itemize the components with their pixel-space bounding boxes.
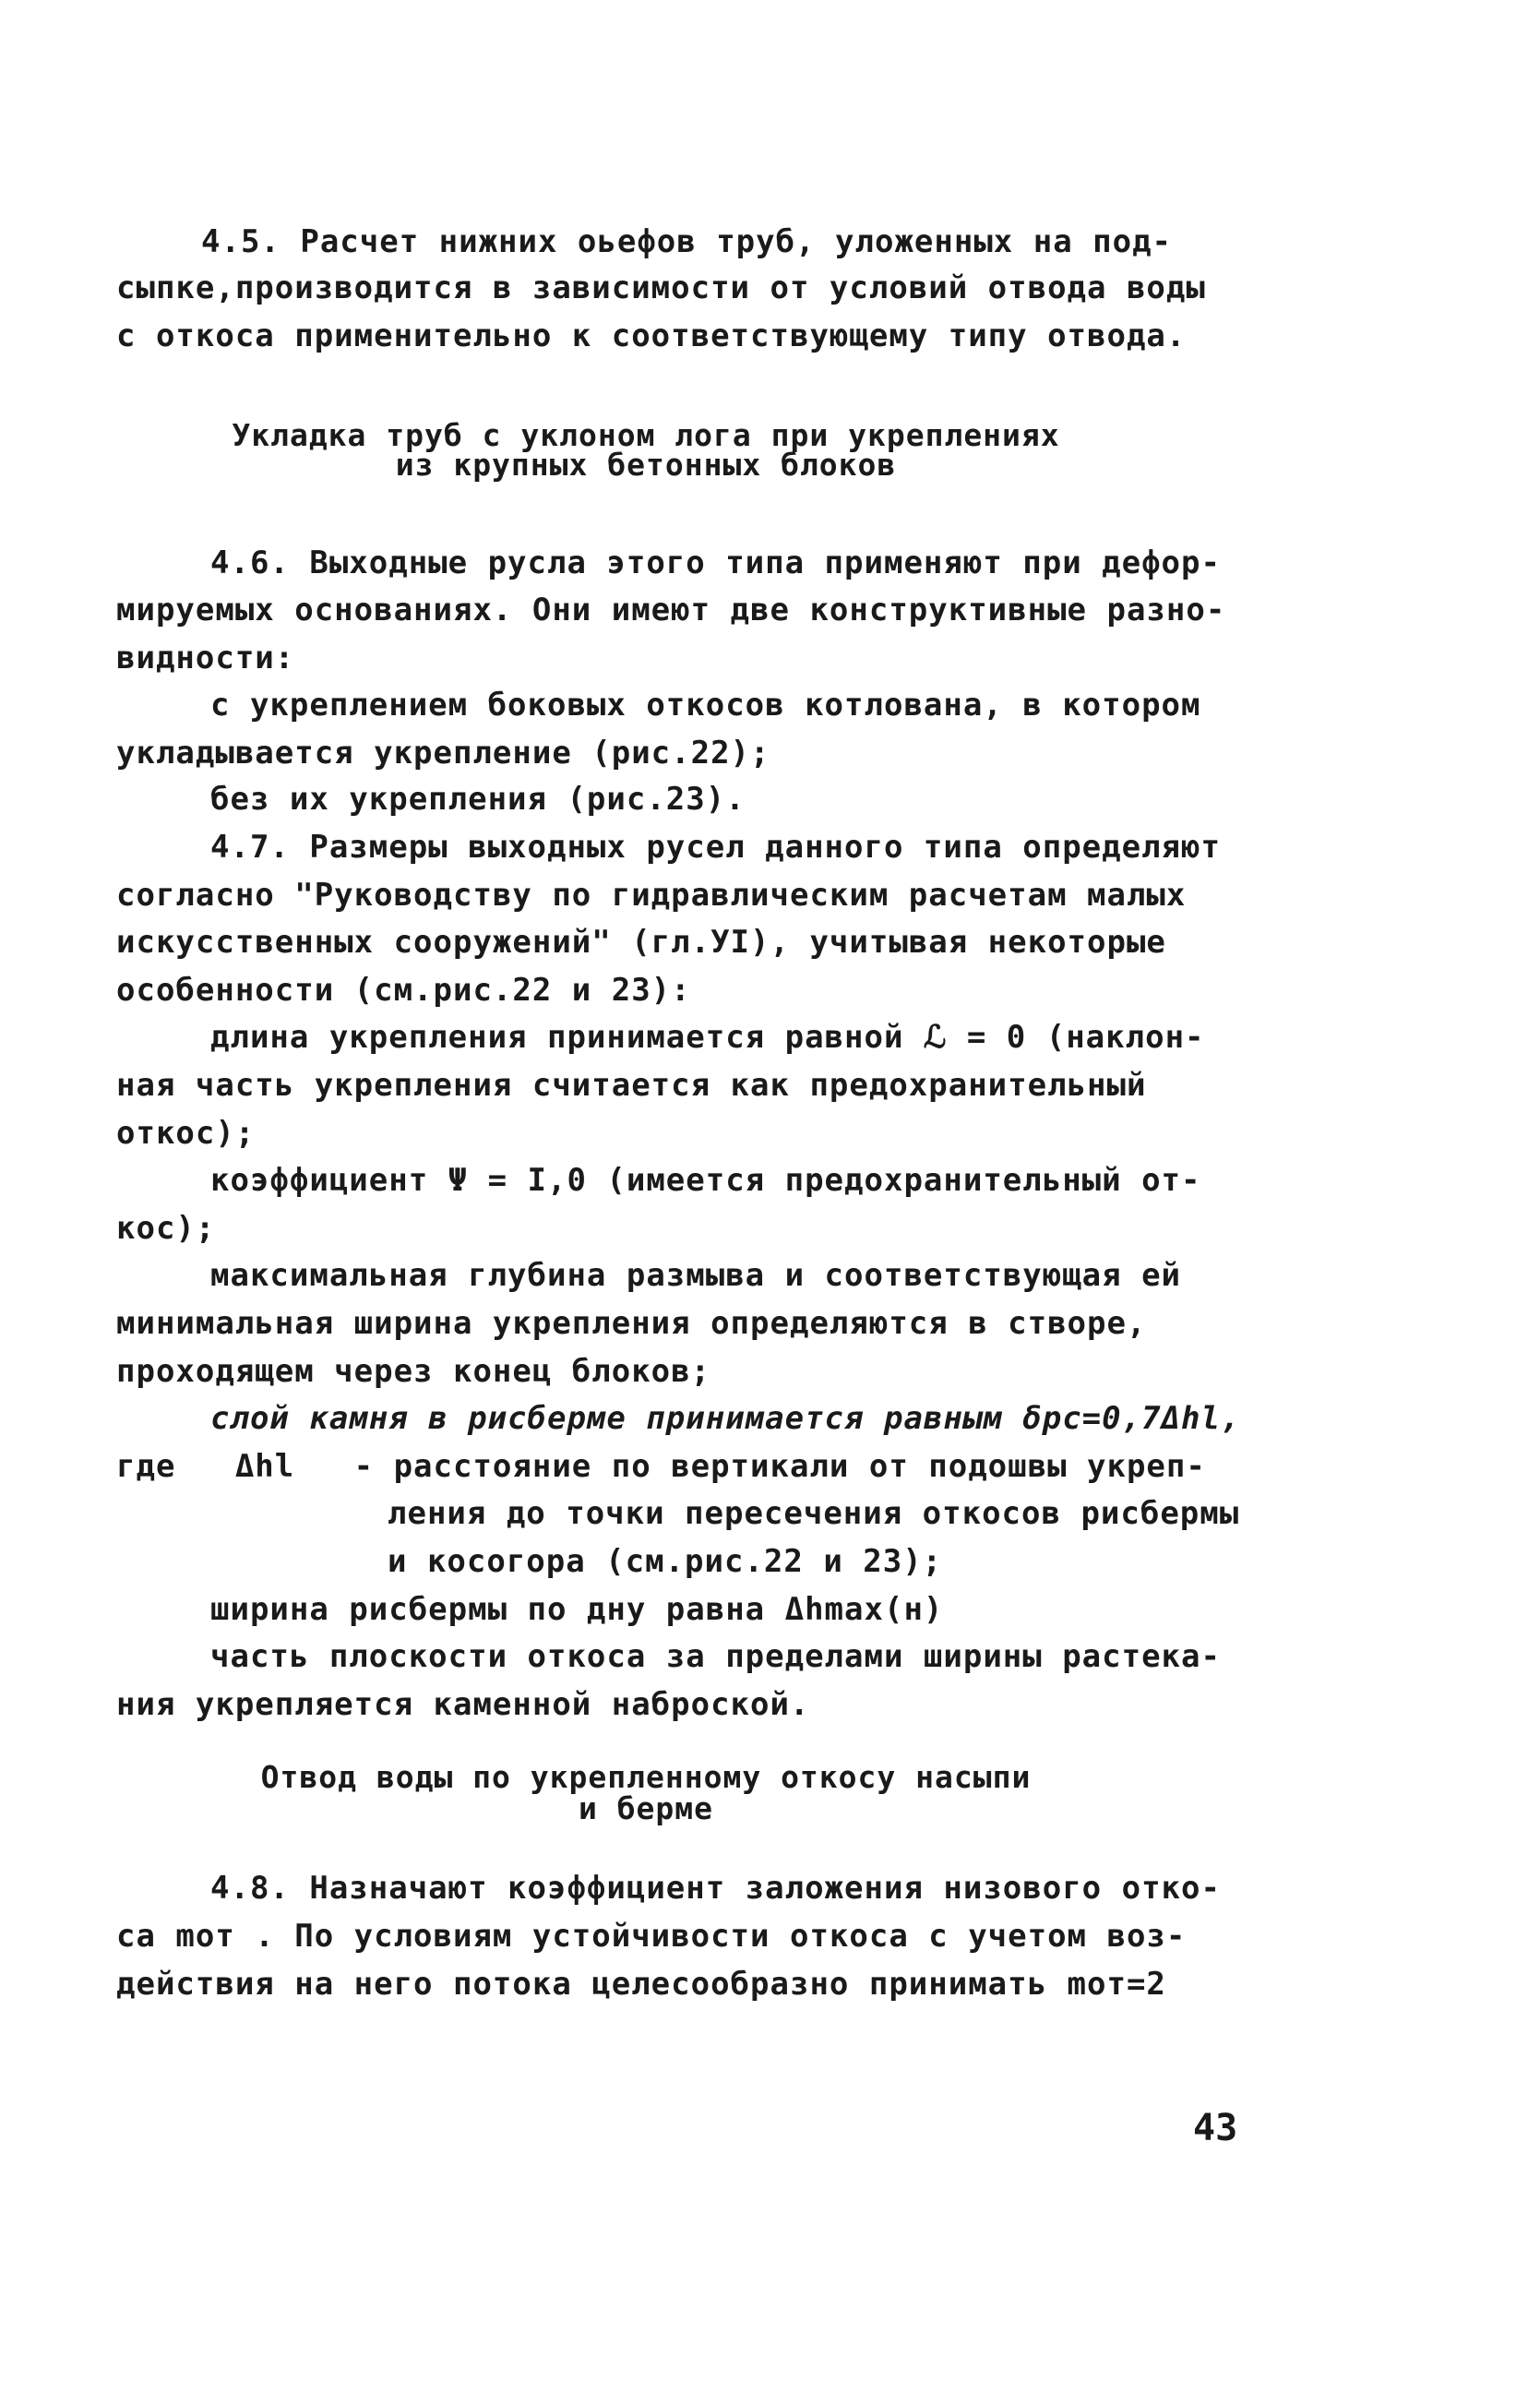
text-line: 4.6. Выходные русла этого типа применяют при дефор-: [210, 544, 1221, 581]
text-line: слой камня в рисберме принимается равным δрс=0,7Δhl,: [210, 1400, 1241, 1437]
text-line: мируемых основаниях. Они имеют две конструктивные разно-: [116, 592, 1226, 628]
section-heading: и берме: [578, 1790, 714, 1826]
text-line: без их укрепления (рис.23).: [210, 781, 746, 818]
text-line: действия на него потока целесообразно принимать mот=2: [116, 1966, 1166, 2003]
text-line: длина укрепления принимается равной ℒ = 0 (наклон-: [210, 1019, 1205, 1056]
page-number: 43: [1193, 2107, 1238, 2149]
text-line: откос);: [116, 1115, 256, 1152]
section-heading: Отвод воды по укрепленному откосу насыпи: [260, 1759, 1032, 1795]
text-line: где Δhl - расстояние по вертикали от подошвы укреп-: [116, 1448, 1206, 1485]
text-line: 4.5. Расчет нижних оьефов труб, уложенных на под-: [201, 223, 1173, 260]
text-line: минимальная ширина укрепления определяются в створе,: [116, 1305, 1147, 1342]
text-line: сыпке,производится в зависимости от условий отвода воды: [116, 269, 1206, 306]
text-line: укладывается укрепление (рис.22);: [116, 735, 770, 772]
text-line: ширина рисбермы по дну равна Δhmax(н): [210, 1591, 944, 1628]
text-line: 4.7. Размеры выходных русел данного типа определяют: [210, 829, 1221, 866]
text-line: максимальная глубина размыва и соответствующая ей: [210, 1257, 1182, 1294]
text-line: особенности (см.рис.22 и 23):: [116, 972, 691, 1009]
text-line: с откоса применительно к соответствующему типу отвода.: [116, 317, 1187, 354]
text-line: ления до точки пересечения откосов рисбермы: [388, 1495, 1240, 1532]
text-line: 4.8. Назначают коэффициент заложения низового отко-: [210, 1870, 1221, 1907]
text-line: кос);: [116, 1210, 216, 1247]
section-heading: Укладка труб с уклоном лога при укреплениях: [232, 417, 1060, 453]
text-line: с укреплением боковых откосов котлована, в котором: [210, 687, 1201, 724]
text-line: и косогора (см.рис.22 и 23);: [388, 1543, 943, 1580]
text-line: проходящем через конец блоков;: [116, 1353, 711, 1390]
text-line: согласно "Руководству по гидравлическим расчетам малых: [116, 877, 1187, 914]
text-line: са mот . По условиям устойчивости откоса с учетом воз-: [116, 1918, 1187, 1955]
text-line: ния укрепляется каменной наброской.: [116, 1686, 810, 1723]
text-line: коэффициент Ψ = I,0 (имеется предохранительный от-: [210, 1162, 1201, 1199]
text-line: ная часть укрепления считается как предохранительный: [116, 1067, 1147, 1104]
text-line: часть плоскости откоса за пределами ширины растека-: [210, 1638, 1221, 1675]
text-line: видности:: [116, 640, 295, 676]
section-heading: из крупных бетонных блоков: [395, 447, 897, 483]
text-line: искусственных сооружений" (гл.УI), учитывая некоторые: [116, 924, 1166, 961]
